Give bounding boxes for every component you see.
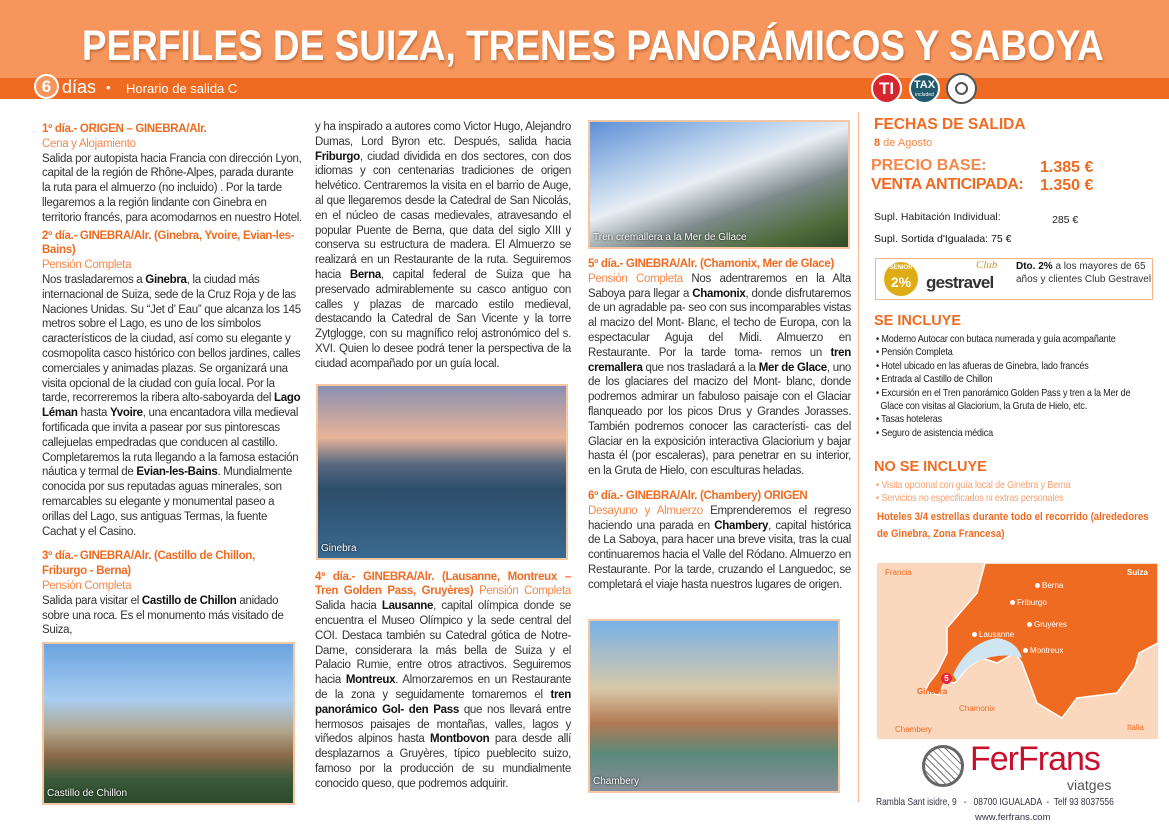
body-text: y ha inspirado a autores como Victor Hugo, Alejandro Dumas, Lord Byron etc. Después, salida hacia — [315, 121, 571, 148]
body-text: , una encantadora villa medieval fortificada que invita a pasear por sus pintorescas callejuelas empedradas que conducen al castillo. Completaremos la ruta llegando a la famosa estación náutica y termal de — [42, 407, 299, 479]
excludes-list — [876, 479, 1071, 506]
day-body — [315, 570, 571, 792]
body-text: , capital olímpica donde se encuentra el Museo Olímpico y la sede central del COI. Destaca también su Catedral gótica de Notre-Dame, considerara la más bella de Suiza y el Palacio Rumie, entre otros atractivos. Seguiremos hacia — [315, 600, 571, 687]
day-text — [315, 600, 571, 790]
itinerary-column-2 — [315, 120, 571, 800]
route-map — [877, 563, 1158, 739]
day-body — [42, 594, 302, 638]
highlight-text: Mer de Glace — [758, 361, 827, 374]
schedule-label: Horario de salida C — [126, 81, 238, 96]
map-city-chambery: Chambery — [895, 725, 932, 734]
agency-sub: viatges — [1067, 777, 1112, 793]
itinerary-column-1 — [42, 122, 302, 805]
day-title: 4º día.- GINEBRA/Alr. (Lausanne, Montreux – Tren Golden Pass, Gruyères) — [315, 570, 571, 598]
early-price-value: 1.350 € — [1040, 177, 1094, 194]
highlight-text: Friburgo — [315, 150, 360, 163]
body-text: anidado sobre una roca. Es el monumento más visitado de Suiza, — [42, 594, 284, 637]
body-text: Nos trasladaremos a — [42, 273, 146, 286]
ferfrans-logo — [922, 740, 1122, 796]
day-body — [42, 152, 302, 226]
photo-chambery — [588, 619, 840, 793]
day-meals: Pensión Completa — [42, 579, 132, 592]
senior-discount-icon — [884, 262, 918, 296]
body-text: , ciudad dividida en dos sectores, con dos idiomas y con centenarias tradiciones de origen helvético. Centraremos la visita en el barrio de Auge, al que llegaremos desde la Catedral de San Nicolás, en el núcleo de casas medievales, atravesando el popular Puente de Berna, que data del siglo XIII y conserva su estructura de madera. El Almuerzo se realizará en un Restaurante de la ruta. Seguiremos hacia — [315, 150, 571, 281]
date-day: 8 — [874, 137, 881, 149]
day-title: 3º día.- GINEBRA/Alr. (Castillo de Chillon, Friburgo - Berna) — [42, 550, 256, 578]
day-body-continued — [315, 120, 571, 372]
body-text: , capital histórica de La Saboya, para hacer una breve visita, tras la cual continuaremos hacia el Valle del Ródano. Almuerzo en Restaurante. Por la tarde, cruzando el Languedoc, se completará el viaje hasta nuestros lugares de origen. — [588, 519, 851, 591]
body-text: . Almorzaremos en un Restaurante de la zona y seguidamente tomaremos el — [315, 674, 572, 701]
highlight-text: tren cremallera — [588, 346, 851, 374]
day-title: 2º día.- GINEBRA/Alr. (Ginebra, Yvoire, Evian-les-Bains) — [42, 229, 295, 257]
gestravel-logo: gestravel — [926, 273, 994, 292]
body-text: . Mundialmente conocida por sus reputadas aguas minerales, son remarcables su elegante y monumental paseo a orillas del Lago, sus antiguas Termas, la fuente Cachat y el Casino. — [42, 466, 292, 538]
highlight-text: Chamonix — [692, 287, 746, 300]
ti-badge-icon: TI — [871, 73, 902, 104]
globe-icon — [922, 745, 964, 787]
highlight-text: Montreux — [345, 674, 396, 687]
day-meals: Pensión Completa — [42, 259, 132, 272]
map-label-italia: Italia — [1127, 723, 1144, 732]
highlight-text: tren panorámico Gol- den Pass — [315, 688, 571, 716]
agency-address: Rambla Sant isidre, 9 - 08700 IGUALADA - Telf 93 8037556 — [876, 797, 1114, 808]
body-text: que nos llevará entre hermosos paisajes de montañas, valles, lagos y viñedos alpinos hasta — [315, 703, 571, 746]
day-text — [588, 505, 851, 591]
body-text: Salida por autopista hacia Francia con dirección Lyon, capital de la región de Rhône-Alpes, parada durante la ruta para el almuerzo (no incluido) . Por la tarde llegaremos a la región lindante con Ginebra en territorio francés, para acomodarnos en nuestro Hotel. — [42, 152, 302, 224]
unesco-heritage-icon — [946, 73, 977, 104]
agency-website[interactable]: www.ferfrans.com — [975, 812, 1051, 823]
list-item: • Servicios no especificados ni extras personales — [876, 493, 1064, 505]
day-meals: Cena y Alojamiento — [42, 137, 136, 150]
days-label: días — [62, 77, 97, 97]
club-gestravel-box — [875, 258, 1153, 300]
day-text — [588, 273, 851, 477]
club-discount-text — [1016, 261, 1152, 286]
tax-included-badge-icon — [909, 73, 940, 104]
agency-name: FerFrans — [970, 740, 1100, 778]
body-text: hasta — [77, 407, 111, 420]
hotels-note: Hoteles 3/4 estrellas durante todo el recorrido (alrededores de Ginebra, Zona Francesa) — [877, 511, 1149, 540]
photo-caption: Ginebra — [321, 542, 357, 554]
day-body — [588, 489, 851, 593]
day-meals: Desayuno y Almuerzo — [588, 504, 703, 517]
map-label-francia: Francia — [885, 568, 912, 577]
tax-label: TAX — [913, 79, 936, 91]
list-item: • Tasas hoteleras — [876, 414, 942, 426]
day-body — [42, 273, 302, 539]
body-text: , uno de los glaciares del macizo del Mont- blanc, donde podremos admirar un fabuloso paisaje con el Glaciar flanqueado por los picos Drus y Grandes Jorasses. También podremos conocer las característi- cas del Glaciar en la exposición interactiva Glaciorium y bajar hasta él (por escaleras), para penetrar en su interior, en la Gruta de Hielo, con esculturas heladas. — [588, 361, 852, 478]
discount-bold: Dto. 2% — [1016, 261, 1053, 272]
highlight-text: Yvoire — [110, 407, 143, 420]
base-price-label: PRECIO BASE: — [871, 157, 987, 174]
igualada-supplement: Supl. Sortida d'Igualada: 75 € — [874, 233, 1012, 245]
club-logo-text: Club — [976, 259, 998, 271]
discount-text: a los mayores de 65 años y clientes Club Gestravel — [1016, 261, 1152, 285]
map-city-berna — [1035, 581, 1063, 591]
departure-date — [874, 137, 932, 149]
city-name: Lausanne — [979, 630, 1015, 639]
early-price-label: VENTA ANTICIPADA: — [871, 176, 1024, 193]
dates-title: FECHAS DE SALIDA — [874, 116, 1026, 133]
page-title: PERFILES DE SUIZA, TRENES PANORÁMICOS Y SABOYA — [81, 22, 1104, 70]
map-city-gruyeres — [1027, 620, 1067, 630]
base-price-value: 1.385 € — [1040, 159, 1094, 176]
list-item: • Seguro de asistencia médica — [876, 427, 993, 439]
photo-ginebra — [316, 384, 568, 560]
city-name: Montreux — [1030, 646, 1064, 655]
highlight-text: Chambery — [714, 519, 769, 532]
day-title: 5º día.- GINEBRA/Alr. (Chamonix, Mer de Glace) — [588, 258, 835, 270]
includes-list — [876, 333, 1130, 440]
city-name: Friburgo — [1017, 598, 1047, 607]
excludes-title: NO SE INCLUYE — [874, 459, 987, 475]
single-supplement-label: Supl. Habitación Individual: — [874, 211, 1001, 223]
map-marker-ginebra: 5 — [941, 673, 952, 684]
map-city-lausanne — [972, 630, 1014, 640]
day-title: 6º día.- GINEBRA/Alr. (Chambery) ORIGEN — [588, 489, 808, 502]
highlight-text: Ginebra — [145, 273, 187, 286]
map-city-friburgo — [1010, 598, 1047, 608]
list-item: Glace con visitas al Glaciorium, la Gruta de Hielo, etc. — [880, 401, 1088, 413]
photo-caption: Castillo de Chillon — [47, 788, 128, 800]
includes-title: SE INCLUYE — [874, 313, 962, 329]
senior-discount: 2% — [890, 274, 912, 290]
photo-caption: Tren cremallera a la Mer de Gllace — [593, 232, 747, 244]
body-text: Salida hacia — [315, 600, 382, 613]
body-text: que nos trasladará a la — [642, 361, 759, 374]
separator: • — [106, 80, 111, 95]
list-item: • Excursión en el Tren panorámico Golden Pass y tren a la Mer de — [876, 387, 1131, 399]
body-text: para desde allí desplazarnos a Gruyères, típico pueblecito suizo, famoso por la producción de su mundialmente conocido queso, que podremos adquirir. — [315, 733, 571, 790]
body-text: , donde disfrutaremos de un agradable pa- seo con sus incomparables vistas al macizo del Mont- Blanc, el techo de Europa, con la espectacular Aguja del Midi. Almuerzo en Restaurante. Por la tarde toma- remos un — [588, 287, 851, 359]
list-item: • Entrada al Castillo de Chillon — [876, 374, 993, 386]
map-city-montreux — [1023, 646, 1063, 656]
body-text: Nos adentraremos en la Alta Saboya para llegar a — [588, 272, 852, 300]
single-supplement-value: 285 € — [1052, 214, 1079, 226]
body-text: Emprenderemos el regreso haciendo una parada en — [588, 504, 851, 532]
map-city-chamonix: Chamonix — [959, 704, 996, 713]
photo-castillo-chillon — [42, 642, 295, 805]
highlight-text: Lausanne — [381, 600, 434, 613]
body-text: Salida para visitar el — [42, 594, 142, 607]
photo-caption: Chambery — [593, 776, 640, 788]
day-meals: Pensión Completa — [588, 272, 683, 285]
column-divider — [858, 112, 859, 802]
map-shapes — [877, 563, 1158, 739]
city-name: Gruyères — [1034, 620, 1067, 629]
list-item: • Visita opcional con guía local de Ginebra y Berna — [876, 480, 1071, 491]
body-text: , capital federal de Suiza que ha preservado admirablemente su casco antiguo con calles y plazas de marcado estilo medieval, destacando la Catedral de San Vicente y la torre Zytglogge, con su magnífico reloj astronómico del s. XVI. Quien lo desee podrá tener la perspectiva de la ciudad acompañado por un guía local. — [315, 268, 571, 370]
day-meals: Pensión Completa — [479, 585, 571, 598]
list-item: • Pensión Completa — [876, 347, 953, 359]
itinerary-column-3 — [588, 120, 851, 793]
senior-word: SENIOR — [889, 265, 913, 271]
date-month: de Agosto — [880, 137, 933, 149]
highlight-text: Evian-les-Bains — [136, 466, 218, 479]
day-title: 1º día.- ORIGEN – GINEBRA/Alr. — [42, 123, 207, 135]
map-city-ginebra: Ginebra — [917, 687, 948, 696]
highlight-text: Berna — [349, 268, 381, 281]
list-item: • Moderno Autocar con butaca numerada y guía acompañante — [876, 334, 1116, 345]
days-count: 6 — [34, 74, 59, 99]
photo-chamonix-train — [588, 120, 850, 249]
tax-sub: included — [915, 92, 934, 98]
highlight-text: Montbovon — [430, 733, 490, 746]
highlight-text: Lago Léman — [42, 392, 301, 420]
body-text: , la ciudad más internacional de Suiza, sede de la Cruz Roja y de las Naciones Unidas. Su “Jet d’ Eau” que alcanza los 145 metros sobre el Lago, es uno de los símbolos característicos de la ciudad, así como su elegante y cosmopolita casco histórico con bellos jardines, calles comerciales y animadas plazas. Se organizará una visita opcional de la ciudad con guía local. Por la tarde, recorreremos la ribera alto-saboyarda del — [42, 273, 301, 405]
highlight-text: Castillo de Chillon — [141, 594, 237, 607]
list-item: • Hotel ubicado en las afueras de Ginebra, lado francés — [876, 360, 1089, 372]
city-name: Berna — [1042, 581, 1064, 590]
map-label-suiza: Suiza — [1127, 568, 1148, 577]
day-body — [588, 257, 851, 479]
